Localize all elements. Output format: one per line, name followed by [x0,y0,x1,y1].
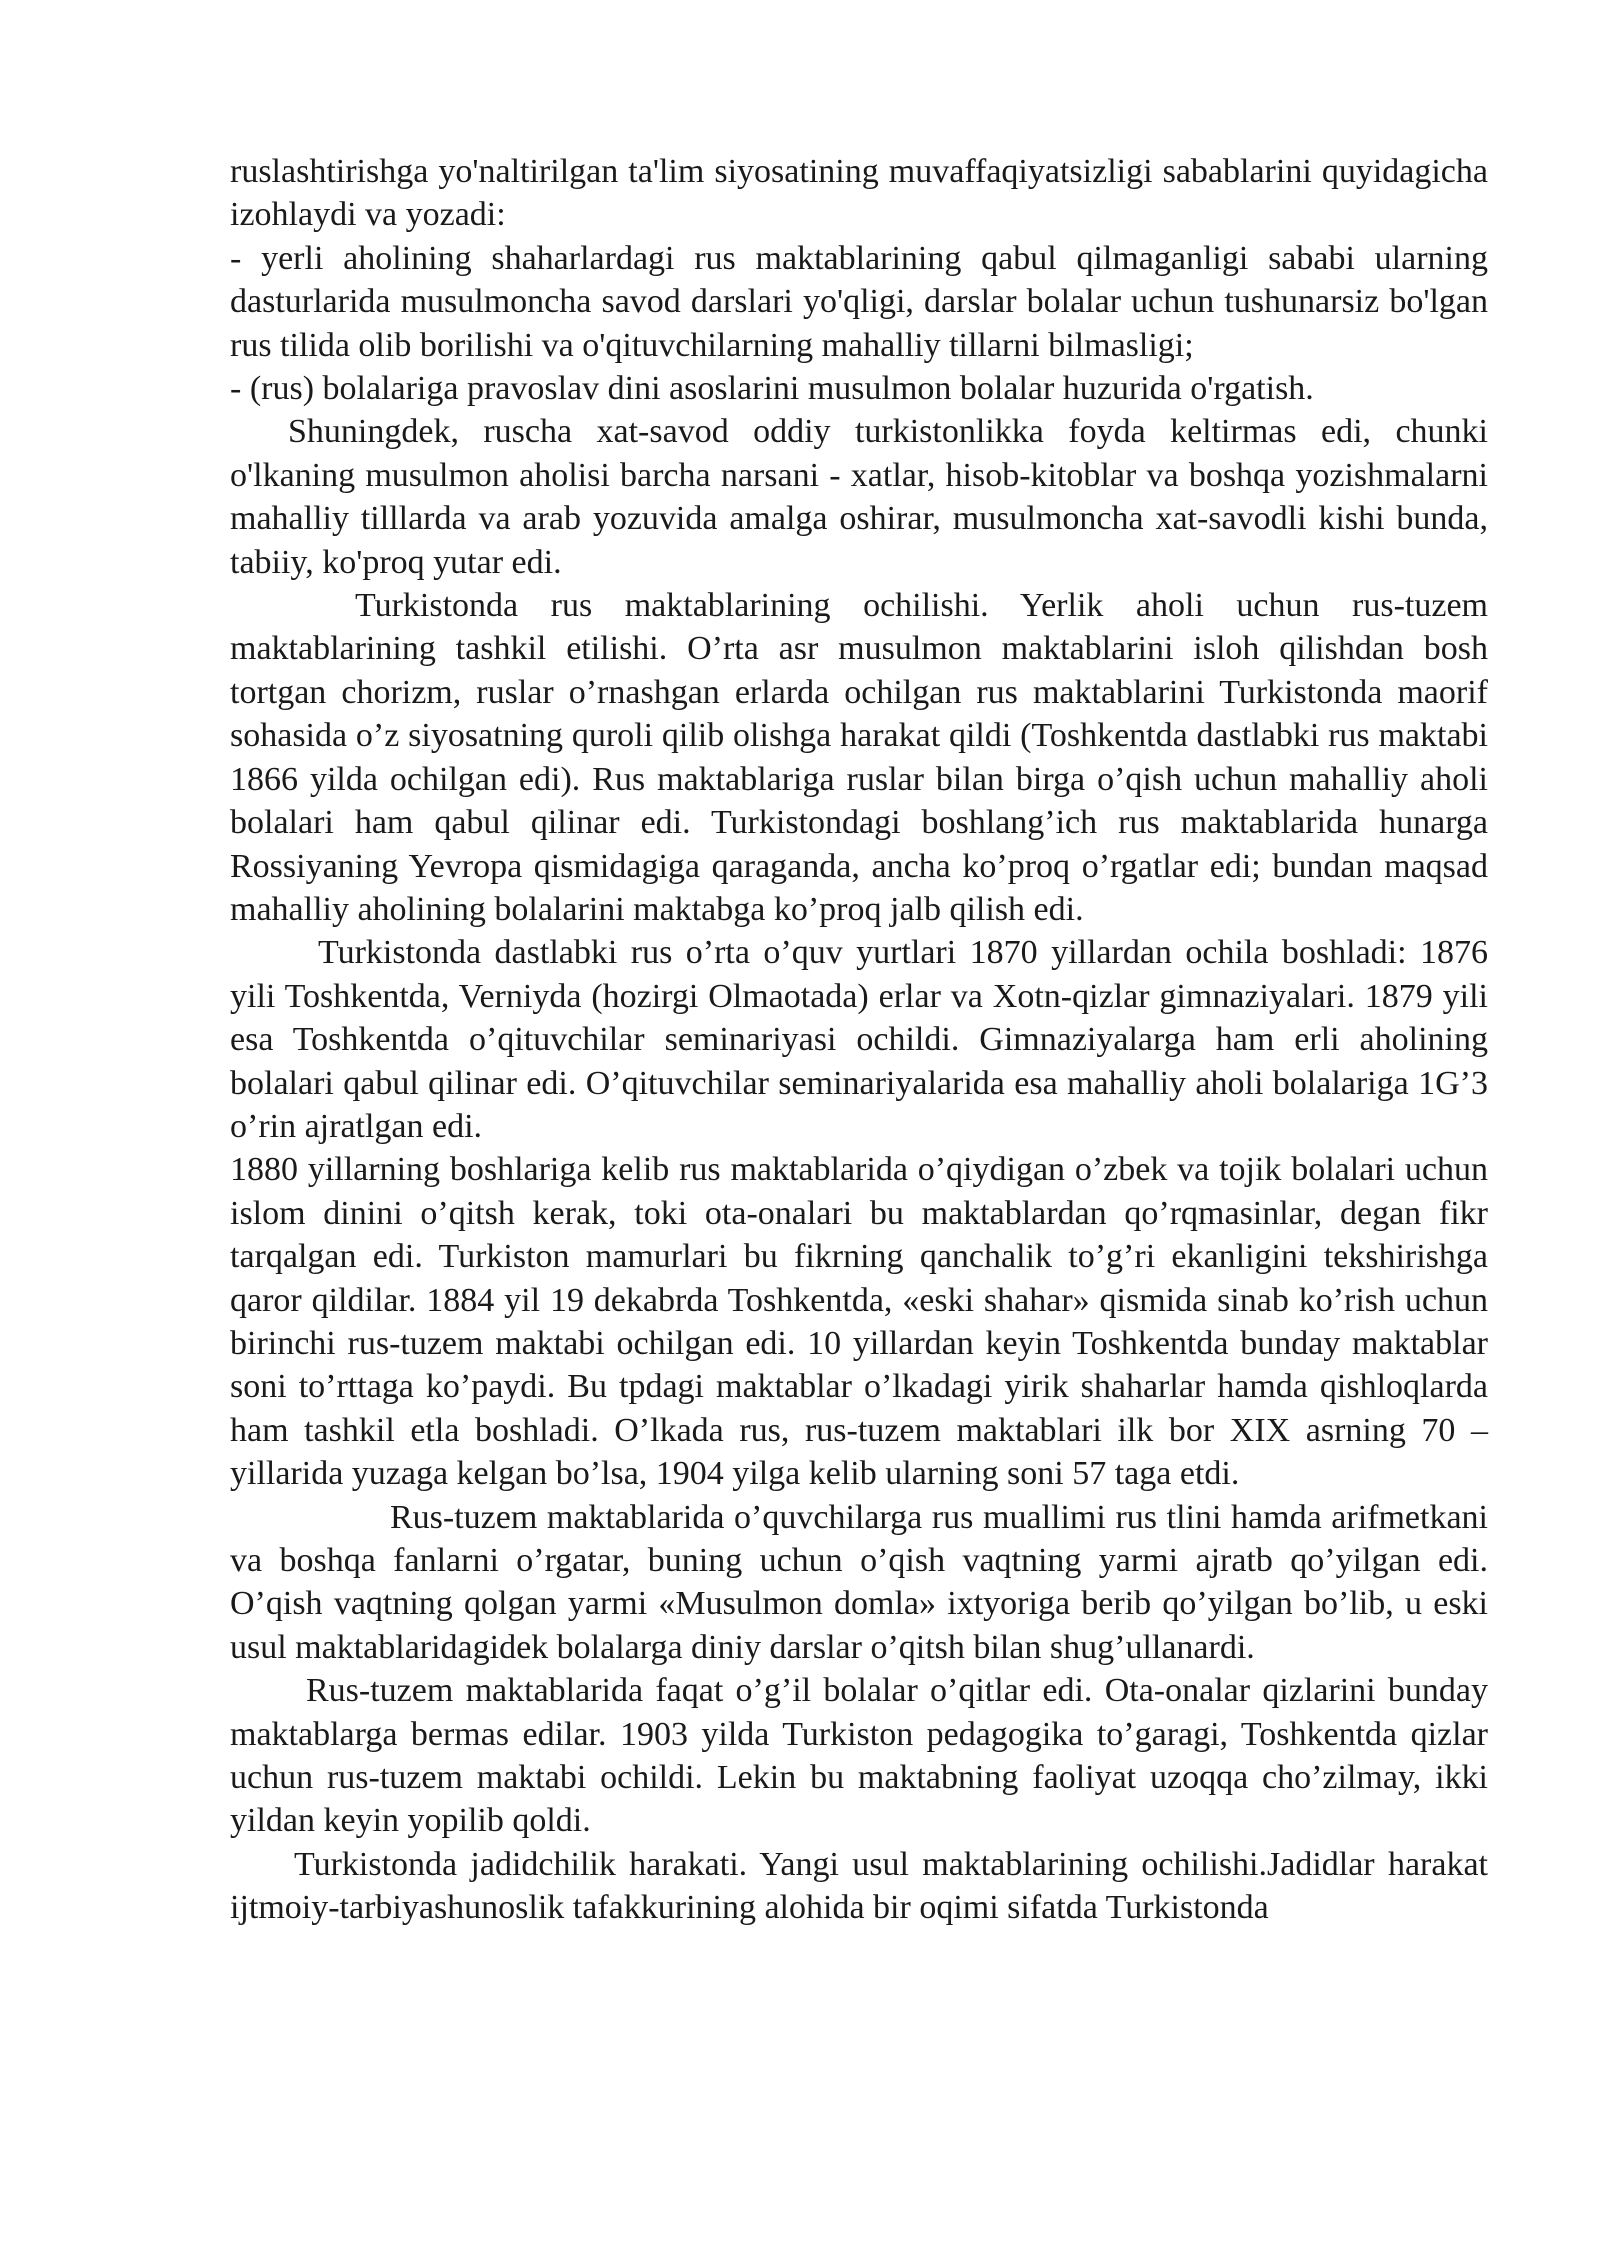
paragraph-2: - yerli aholining shaharlardagi rus maktablarining qabul qilmaganligi sababi ularning dasturlarida musulmoncha savod darslari yo'qligi, darslar bolalar uchun tushunarsiz bo'lgan rus tilida olib borilishi va o'qituvchilarning mahalliy tillarni bilmasligi; [230,239,1488,364]
paragraph-9: Rus-tuzem maktablarida faqat o’g’il bolalar o’qitlar edi. Ota-onalar qizlarini bunday maktablarga bermas edilar. 1903 yilda Turkiston pedagogika to’garagi, Toshkentda qizlar uchun rus-tuzem maktabi ochildi. Lekin bu maktabning faoliyat uzoqqa cho’zilmay, ikki yildan keyin yopilib qoldi. [230,1672,1488,1840]
document-page [230,150,1488,1930]
paragraph-7: 1880 yillarning boshlariga kelib rus maktablarida o’qiydigan o’zbek va tojik bolalari uchun islom dinini o’qitsh kerak, toki ota-onalari bu maktablardan qo’rqmasinlar, degan fikr tarqalgan edi. Turkiston mamurlari bu fikrning qanchalik to’g’ri ekanligini tekshirishga qaror qildilar. 1884 yil 19 dekabrda Toshkentda, «eski shahar» qismida sinab ko’rish uchun birinchi rus-tuzem maktabi ochilgan edi. 10 yillardan keyin Toshkentda bunday maktablar soni to’rttaga ko’paydi. Bu tpdagi maktablar o’lkadagi yirik shaharlar hamda qishloqlarda ham tashkil etla boshladi. O’lkada rus, rus-tuzem maktablari ilk bor XIX asrning 70 – yillarida yuzaga kelgan bo’lsa, 1904 yilga kelib ularning soni 57 taga etdi. [230,1151,1488,1493]
paragraph-1: ruslashtirishga yo'naltirilgan ta'lim siyosatining muvaffaqiyatsizligi sabablarini quyidagicha izohlaydi va yozadi: [230,153,1488,234]
paragraph-5: Turkistonda rus maktablarining ochilishi. Yerlik aholi uchun rus-tuzem maktablarining tashkil etilishi. O’rta asr musulmon maktablarini isloh qilishdan bosh tortgan chorizm, ruslar o’rnashgan erlarda ochilgan rus maktablarini Turkistonda maorif sohasida o’z siyosatning quroli qilib olishga harakat qildi (Toshkentda dastlabki rus maktabi 1866 yilda ochilgan edi). Rus maktablariga ruslar bilan birga o’qish uchun mahalliy aholi bolalari ham qabul qilinar edi. Turkistondagi boshlang’ich rus maktablarida hunarga Rossiyaning Yevropa qismidagiga qaraganda, ancha ko’proq o’rgatlar edi; bundan maqsad mahalliy aholining bolalarini maktabga ko’proq jalb qilish edi. [230,587,1488,928]
paragraph-3: - (rus) bolalariga pravoslav dini asoslarini musulmon bolalar huzurida o'rgatish. [230,370,1314,408]
paragraph-10: Turkistonda jadidchilik harakati. Yangi usul maktablarining ochilishi.Jadidlar harakat ijtmoiy-tarbiyashunoslik tafakkurining alohida bir oqimi sifatda Turkistonda [230,1845,1488,1927]
paragraph-4: Shuningdek, ruscha xat-savod oddiy turkistonlikka foyda keltirmas edi, chunki o'lkaning musulmon aholisi barcha narsani - xatlar, hisob-kitoblar va boshqa yozishmalarni mahalliy tilllarda va arab yozuvida amalga oshirar, musulmoncha xat-savodli kishi bunda, tabiiy, ko'proq yutar edi. [230,413,1488,581]
paragraph-6: Turkistonda dastlabki rus o’rta o’quv yurtlari 1870 yillardan ochila boshladi: 1876 yili Toshkentda, Verniyda (hozirgi Olmaotada) erlar va Xotn-qizlar gimnaziyalari. 1879 yili esa Toshkentda o’qituvchilar seminariyasi ochildi. Gimnaziyalarga ham erli aholining bolalari qabul qilinar edi. O’qituvchilar seminariyalarida esa mahalliy aholi bolalariga 1G’3 o’rin ajratlgan edi. [230,934,1488,1145]
paragraph-8: Rus-tuzem maktablarida o’quvchilarga rus muallimi rus tlini hamda arifmetkani va boshqa fanlarni o’rgatar, buning uchun o’qish vaqtning yarmi ajratb qo’yilgan edi. O’qish vaqtning qolgan yarmi «Musulmon domla» ixtyoriga berib qo’yilgan bo’lib, u eski usul maktablaridagidek bolalarga diniy darslar o’qitsh bilan shug’ullanardi. [230,1498,1488,1666]
